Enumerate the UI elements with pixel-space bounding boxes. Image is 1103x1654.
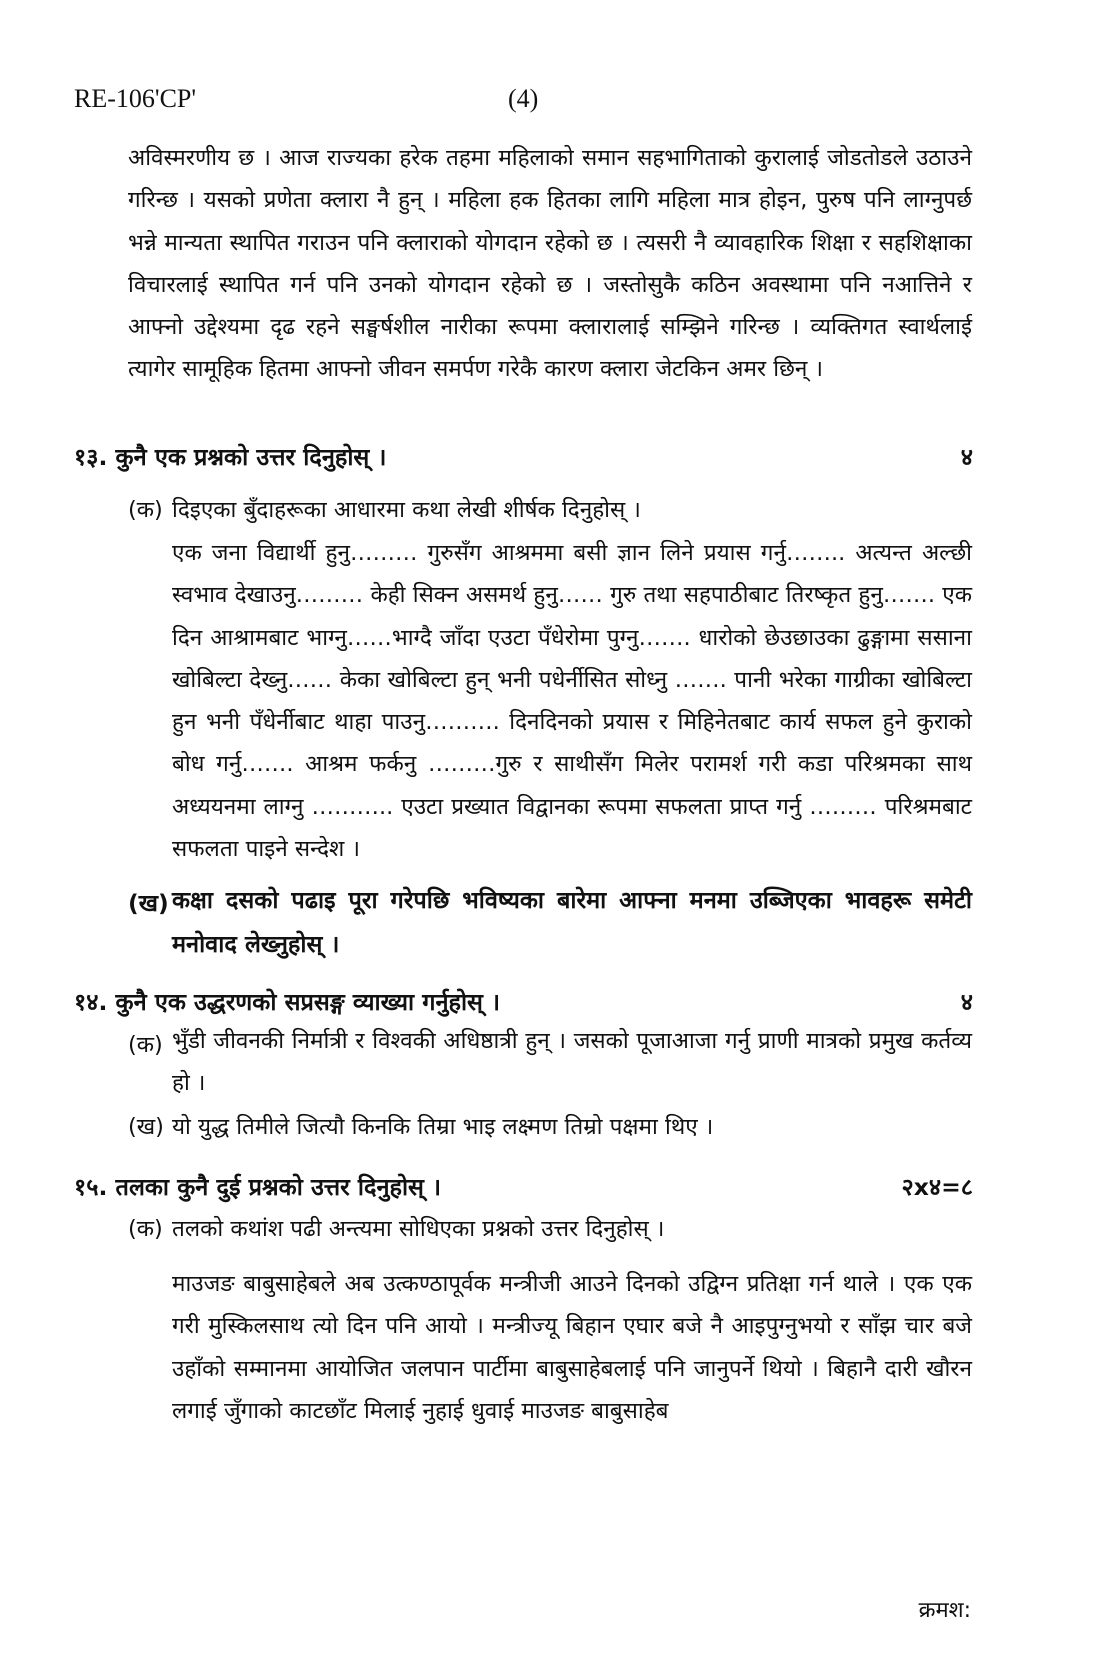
q13-marks: ४ bbox=[960, 443, 973, 471]
q14-b-quote: यो युद्ध तिमीले जित्यौ किनकि तिम्रा भाइ लक्ष्मण तिम्रो पक्षमा थिए । bbox=[172, 1114, 714, 1140]
q13-heading: १३. कुनै एक प्रश्नको उत्तर दिनुहोस् । bbox=[74, 443, 387, 471]
q13-b-question: कक्षा दसको पढाइ पूरा गरेपछि भविष्यका बारेमा आफ्ना मनमा उब्जिएका भावहरू समेटी मनोवाद लेख्नुहोस् । bbox=[172, 886, 972, 958]
q15-a-prompt: तलको कथांश पढी अन्त्यमा सोधिएका प्रश्नको उत्तर दिनुहोस् । bbox=[172, 1216, 665, 1242]
q15-a-label: (क) bbox=[128, 1216, 163, 1242]
q13-a-story-points: एक जना विद्यार्थी हुनु……… गुरुसँग आश्रममा बसी ज्ञान लिने प्रयास गर्नु…….. अत्यन्त अल्छी स्वभाव देखाउनु……… केही सिक्न असमर्थ हुनु…… गुरु तथा सहपाठीबाट तिरष्कृत हुनु……. एक दिन आश्रामबाट भाग्नु……भाग्दै जाँदा एउटा पँधेरोमा पुग्नु……. धारोको छेउछाउका ढुङ्गामा ससाना खोबिल्टा देख्नु…… केका खोबिल्टा हुन् भनी पधेर्नीसित सोध्नु ……. पानी भरेका गाग्रीका खोबिल्टा हुन भनी पँधेर्नीबाट थाहा पाउनु………. दिनदिनको प्रयास र मिहिनेतबाट कार्य सफल हुने कुराको बोध गर्नु……. आश्रम फर्कनु ………गुरु र साथीसँग मिलेर परामर्श गरी कडा परिश्रमका साथ अध्ययनमा लाग्नु ……….. एउटा प्रख्यात विद्वानका रूपमा सफलता प्राप्त गर्नु ……… परिश्रमबाट सफलता पाइने सन्देश । bbox=[172, 540, 972, 863]
q14-a-quote: भुँडी जीवनकी निर्मात्री र विश्वकी अधिष्ठात्री हुन् । जसको पूजाआजा गर्नु प्राणी मात्रको प्रमुख कर्तव्य हो । bbox=[172, 1028, 972, 1097]
exam-code: RE-106'CP' bbox=[74, 84, 197, 113]
continued-note: क्रमश: bbox=[918, 1598, 971, 1623]
q14-marks: ४ bbox=[960, 988, 973, 1016]
q15-a-passage: माउजङ बाबुसाहेबले अब उत्कण्ठापूर्वक मन्त्रीजी आउने दिनको उद्विग्न प्रतिक्षा गर्न थाले । एक एक गरी मुस्किलसाथ त्यो दिन पनि आयो । मन्त्रीज्यू बिहान एघार बजे नै आइपुग्नुभयो र साँझ चार बजे उहाँको सम्मानमा आयोजित जलपान पार्टीमा बाबुसाहेबलाई पनि जानुपर्ने थियो । बिहानै दारी खौरन लगाई जुँगाको काटछाँट मिलाई नुहाई धुवाई माउजङ बाबुसाहेब bbox=[172, 1271, 972, 1424]
q13-b-label: (ख) bbox=[128, 889, 169, 917]
q14-b-label: (ख) bbox=[128, 1114, 164, 1140]
q15-heading: १५. तलका कुनै दुई प्रश्नको उत्तर दिनुहोस् । bbox=[74, 1173, 442, 1201]
q13-a-prompt: दिइएका बुँदाहरूका आधारमा कथा लेखी शीर्षक दिनुहोस् । bbox=[172, 497, 641, 523]
q13-a-label: (क) bbox=[128, 497, 163, 523]
page-number: (4) bbox=[508, 84, 539, 113]
q14-a-label: (क) bbox=[128, 1032, 163, 1058]
q15-marks: २x४=८ bbox=[901, 1173, 973, 1201]
intro-paragraph: अविस्मरणीय छ । आज राज्यका हरेक तहमा महिलाको समान सहभागिताको कुरालाई जोडतोडले उठाउने गरिन्छ । यसको प्रणेता क्लारा नै हुन् । महिला हक हितका लागि महिला मात्र होइन, पुरुष पनि लाग्नुपर्छ भन्ने मान्यता स्थापित गराउन पनि क्लाराको योगदान रहेको छ । त्यसरी नै व्यावहारिक शिक्षा र सहशिक्षाका विचारलाई स्थापित गर्न पनि उनको योगदान रहेको छ । जस्तोसुकै कठिन अवस्थामा पनि नआत्तिने र आफ्नो उद्देश्यमा दृढ रहने सङ्घर्षशील नारीका रूपमा क्लारालाई सम्झिने गरिन्छ । व्यक्तिगत स्वार्थलाई त्यागेर सामूहिक हितमा आफ्नो जीवन समर्पण गरेकै कारण क्लारा जेटकिन अमर छिन् । bbox=[128, 145, 972, 383]
q14-heading: १४. कुनै एक उद्धरणको सप्रसङ्ग व्याख्या गर्नुहोस् । bbox=[74, 988, 501, 1016]
